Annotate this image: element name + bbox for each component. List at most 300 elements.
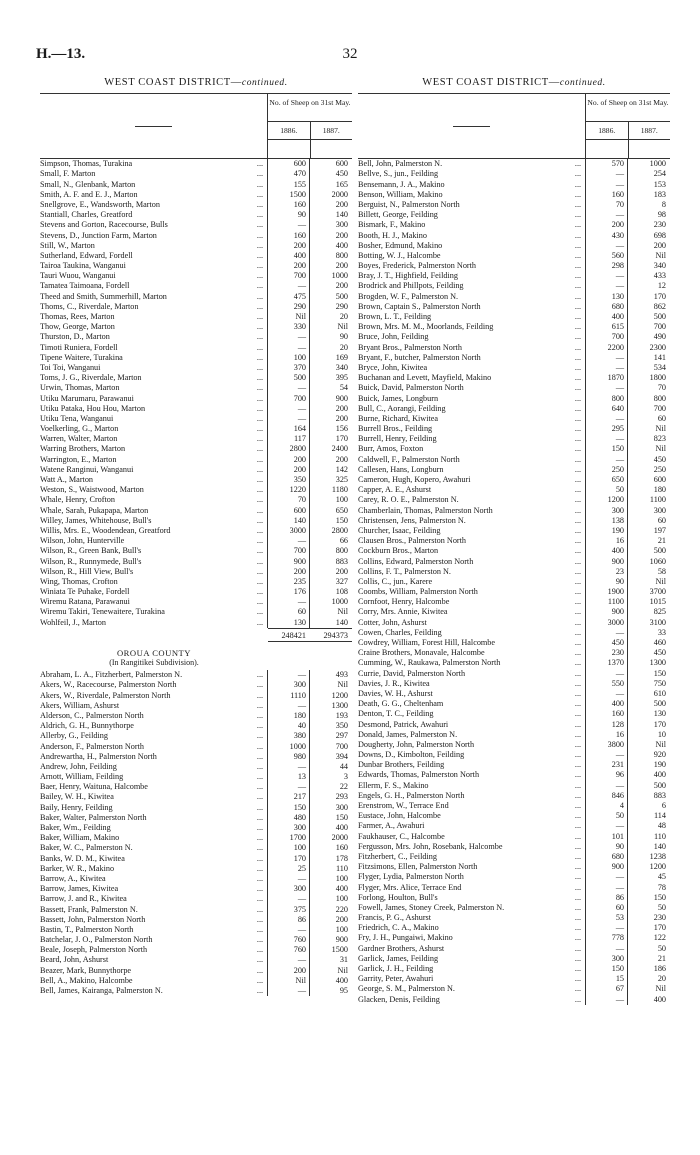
sheep-1886: 900: [611, 862, 624, 872]
sheep-1886: —: [297, 383, 306, 393]
sheep-1887: 170: [335, 434, 348, 444]
sheep-1887: 2300: [649, 342, 666, 352]
left-column: [40, 78, 352, 996]
left-year-1886: 1886.: [268, 122, 311, 139]
table-row: [40, 210, 352, 220]
table-row: [40, 894, 352, 904]
table-row: [40, 383, 352, 393]
leader-dots: ...: [574, 587, 582, 597]
sheep-1887: 862: [653, 301, 666, 311]
sheep-1886: 176: [293, 587, 306, 597]
leader-dots: ...: [256, 782, 264, 792]
leader-dots: ...: [256, 853, 264, 863]
leader-dots: ...: [574, 841, 582, 851]
owner-name: Buick, David, Palmerston North: [358, 383, 464, 393]
owner-name: Brodrick and Phillpots, Feilding: [358, 281, 464, 291]
table-row: [358, 658, 670, 668]
owner-name: Capper, A. E., Ashurst: [358, 485, 432, 495]
sheep-1886: —: [615, 240, 624, 250]
leader-dots: ...: [574, 597, 582, 607]
leader-dots: ...: [574, 281, 582, 291]
owner-name: Wilson, R., Green Bank, Bull's: [40, 546, 142, 556]
sheep-1886: —: [615, 362, 624, 372]
table-row: [358, 852, 670, 862]
sheep-1887: 45: [657, 872, 666, 882]
table-row: [40, 955, 352, 965]
leader-dots: ...: [256, 179, 264, 189]
table-row: [358, 811, 670, 821]
sheep-1887: 8: [661, 199, 666, 209]
right-name-header-dash: [453, 126, 489, 127]
sheep-1886: 2200: [607, 342, 624, 352]
owner-name: Thomas, Rees, Marton: [40, 312, 115, 322]
sheep-1886: —: [615, 994, 624, 1004]
sheep-1887: 200: [335, 403, 348, 413]
sheep-1887: 450: [335, 169, 348, 179]
leader-dots: ...: [256, 454, 264, 464]
table-row: [40, 935, 352, 945]
owner-name: Barrow, J. and R., Kiwitea: [40, 894, 127, 904]
owner-name: Collins, F. T., Palmerston N.: [358, 566, 451, 576]
sheep-1887: 160: [335, 843, 348, 853]
leader-dots: ...: [256, 576, 264, 586]
section-subtitle: (In Rangitikei Subdivision).: [109, 658, 199, 668]
leader-dots: ...: [574, 444, 582, 454]
sheep-1886: 1100: [607, 597, 624, 607]
leader-dots: ...: [574, 169, 582, 179]
sheep-1887: 300: [335, 802, 348, 812]
table-row: [40, 721, 352, 731]
owner-name: Baker, Walter, Palmerston North: [40, 812, 147, 822]
leader-dots: ...: [574, 383, 582, 393]
table-row: [358, 923, 670, 933]
table-row: [358, 974, 670, 984]
table-row: [358, 679, 670, 689]
leader-dots: ...: [256, 220, 264, 230]
leader-dots: ...: [256, 863, 264, 873]
sheep-1887: 350: [335, 721, 348, 731]
sheep-1886: 170: [293, 853, 306, 863]
sheep-1887: 110: [336, 863, 348, 873]
right-column: [358, 78, 670, 1005]
leader-dots: ...: [256, 772, 264, 782]
table-row: [358, 302, 670, 312]
leader-dots: ...: [574, 750, 582, 760]
leader-dots: ...: [574, 790, 582, 800]
table-row: [358, 801, 670, 811]
sheep-1887: 800: [653, 393, 666, 403]
owner-name: Wilson, R., Hill View, Bull's: [40, 566, 134, 576]
leader-dots: ...: [256, 904, 264, 914]
sheep-1887: 493: [335, 670, 348, 680]
sheep-1886: 200: [293, 566, 306, 576]
sheep-1886: 900: [611, 607, 624, 617]
sheep-1887: 100: [335, 495, 348, 505]
table-row: [40, 169, 352, 179]
owner-name: Craine Brothers, Monavale, Halcombe: [358, 648, 485, 658]
sheep-1886: 164: [293, 424, 306, 434]
table-row: [40, 231, 352, 241]
owner-name: Sutherland, Edward, Fordell: [40, 250, 133, 260]
leader-dots: ...: [256, 250, 264, 260]
leader-dots: ...: [574, 230, 582, 240]
leader-dots: ...: [256, 495, 264, 505]
owner-name: Wilson, John, Hunterville: [40, 536, 125, 546]
sheep-1886: —: [297, 670, 306, 680]
sheep-1886: —: [615, 454, 624, 464]
table-row: [358, 699, 670, 709]
owner-name: Stevens and Gorton, Racecourse, Bulls: [40, 220, 168, 230]
sheep-1886: 380: [293, 731, 306, 741]
table-row: [40, 833, 352, 843]
sheep-1887: 1060: [649, 556, 666, 566]
owner-name: Bell, A., Makino, Halcombe: [40, 975, 133, 985]
sheep-1886: 1220: [289, 485, 306, 495]
sheep-1887: 883: [335, 556, 348, 566]
owner-name: Allerby, G., Feilding: [40, 731, 108, 741]
leader-dots: ...: [256, 617, 264, 627]
table-row: [40, 404, 352, 414]
sheep-1886: 700: [293, 546, 306, 556]
owner-name: Weston, S., Waistwood, Marton: [40, 485, 144, 495]
owner-name: Clausen Bros., Palmerston North: [358, 536, 467, 546]
sheep-1886: 900: [293, 556, 306, 566]
table-row: [358, 984, 670, 994]
owner-name: Garrity, Peter, Awahuri: [358, 974, 434, 984]
table-row: [358, 516, 670, 526]
table-row: [358, 638, 670, 648]
leader-dots: ...: [574, 607, 582, 617]
sheep-1887: 250: [653, 464, 666, 474]
sheep-1886: —: [297, 782, 306, 792]
owner-name: Friedrich, C. A., Makino: [358, 923, 439, 933]
sheep-1886: 300: [611, 953, 624, 963]
leader-dots: ...: [574, 403, 582, 413]
sheep-1887: 200: [335, 566, 348, 576]
leader-dots: ...: [574, 964, 582, 974]
table-row: [40, 905, 352, 915]
sheep-1887: 169: [335, 352, 348, 362]
owner-name: Death, G. G., Cheltenham: [358, 699, 444, 709]
sheep-1886: —: [297, 342, 306, 352]
left-table-body-oroua: [40, 670, 352, 996]
right-title-continued: continued.: [559, 78, 606, 88]
sheep-1886: 180: [293, 710, 306, 720]
sheep-1886: 900: [611, 556, 624, 566]
sheep-1886: 650: [611, 475, 624, 485]
sheep-1887: 1015: [649, 597, 666, 607]
sheep-1886: 200: [293, 261, 306, 271]
sheep-1886: 231: [611, 760, 624, 770]
sheep-1886: —: [615, 413, 624, 423]
sheep-1887: 394: [335, 751, 348, 761]
sheep-1886: 470: [293, 169, 306, 179]
owner-name: Baker, Wm., Feilding: [40, 823, 111, 833]
table-row: [358, 648, 670, 658]
table-row: [358, 353, 670, 363]
sheep-1886: 53: [615, 913, 624, 923]
leader-dots: ...: [574, 811, 582, 821]
owner-name: Toms, J. G., Riverdale, Marton: [40, 373, 142, 383]
leader-dots: ...: [256, 475, 264, 485]
owner-name: Cockburn Bros., Marton: [358, 546, 439, 556]
sheep-1887: 823: [653, 434, 666, 444]
table-row: [358, 424, 670, 434]
sheep-1887: Nil: [655, 424, 666, 434]
leader-dots: ...: [574, 475, 582, 485]
right-year-1887: 1887.: [640, 126, 658, 136]
leader-dots: ...: [574, 342, 582, 352]
leader-dots: ...: [574, 780, 582, 790]
sheep-1887: Nil: [337, 607, 348, 617]
owner-name: Corry, Mrs. Annie, Kiwitea: [358, 607, 448, 617]
owner-name: Berguist, N., Palmerston North: [358, 199, 460, 209]
table-row: [358, 883, 670, 893]
sheep-1886: 400: [611, 699, 624, 709]
owner-name: Stantiall, Charles, Greatford: [40, 210, 133, 220]
sheep-1886: —: [615, 627, 624, 637]
owner-name: Garlick, J. H., Feilding: [358, 964, 434, 974]
sheep-1887: 31: [339, 955, 348, 965]
table-row: [40, 762, 352, 772]
owner-name: Collins, Edward, Palmerston North: [358, 556, 474, 566]
leader-dots: ...: [574, 576, 582, 586]
owner-name: Baily, Henry, Feilding: [40, 802, 113, 812]
page-number: 32: [342, 46, 358, 62]
sheep-1886: 370: [293, 362, 306, 372]
leader-dots: ...: [256, 721, 264, 731]
right-title-text: WEST COAST DISTRICT—: [422, 77, 560, 88]
sheep-1886: 680: [611, 851, 624, 861]
table-row: [358, 750, 670, 760]
sheep-1887: 290: [335, 301, 348, 311]
sheep-1886: 700: [293, 393, 306, 403]
leader-dots: ...: [256, 802, 264, 812]
sheep-1887: 100: [335, 873, 348, 883]
page-header: [36, 46, 664, 68]
leader-dots: ...: [256, 986, 264, 996]
table-row: [358, 862, 670, 872]
sheep-1886: —: [297, 894, 306, 904]
sheep-1887: 78: [657, 882, 666, 892]
owner-name: Dougherty, John, Palmerston North: [358, 739, 475, 749]
table-row: [358, 281, 670, 291]
sheep-1886: —: [297, 761, 306, 771]
owner-name: Wilson, R., Runnymede, Bull's: [40, 556, 142, 566]
sheep-1886: —: [615, 750, 624, 760]
owner-name: Booth, H. J., Makino: [358, 230, 427, 240]
sheep-1887: 180: [653, 485, 666, 495]
leader-dots: ...: [256, 751, 264, 761]
owner-name: Timoti Runiera, Fordell: [40, 342, 118, 352]
sheep-1886: 230: [611, 648, 624, 658]
leader-dots: ...: [256, 485, 264, 495]
sheep-1886: 980: [293, 751, 306, 761]
owner-name: Bassett, Frank, Palmerston N.: [40, 904, 138, 914]
right-year-1886: 1886.: [586, 122, 629, 139]
table-row: [358, 842, 670, 852]
owner-name: Wiremu Takiri, Tenewaitere, Turakina: [40, 607, 165, 617]
sheep-1887: Nil: [337, 680, 348, 690]
sheep-1887: 66: [339, 536, 348, 546]
owner-name: Willey, James, Whitehouse, Bull's: [40, 515, 152, 525]
owner-name: Burr, Amos, Foxton: [358, 444, 424, 454]
leader-dots: ...: [256, 894, 264, 904]
left-year-1887: 1887.: [322, 126, 340, 136]
sheep-1886: —: [615, 872, 624, 882]
leader-dots: ...: [574, 678, 582, 688]
owner-name: Warren, Walter, Marton: [40, 434, 118, 444]
leader-dots: ...: [256, 884, 264, 894]
sheep-1886: —: [297, 281, 306, 291]
sheep-1886: 3000: [607, 617, 624, 627]
sheep-1886: 480: [293, 812, 306, 822]
sheep-1886: 160: [611, 709, 624, 719]
sheep-1886: 300: [611, 505, 624, 515]
sheep-1886: —: [615, 383, 624, 393]
sheep-1887: 44: [339, 761, 348, 771]
leader-dots: ...: [256, 444, 264, 454]
table-row: [358, 485, 670, 495]
sheep-1887: 95: [339, 986, 348, 996]
table-row: [358, 322, 670, 332]
owner-name: Utiku Pataka, Hou Hou, Marton: [40, 403, 146, 413]
owner-name: Barrow, James, Kiwitea: [40, 884, 119, 894]
table-row: [40, 567, 352, 577]
owner-name: Beard, John, Ashurst: [40, 955, 109, 965]
table-row: [358, 169, 670, 179]
table-row: [40, 495, 352, 505]
sheep-1886: 3800: [607, 739, 624, 749]
sheep-1887: Nil: [655, 250, 666, 260]
owner-name: Thoms, C., Riverdale, Marton: [40, 301, 139, 311]
table-row: [358, 720, 670, 730]
left-table-header: [40, 94, 352, 159]
owner-name: Fowell, James, Stoney Creek, Palmerston N.: [358, 902, 505, 912]
sheep-1887: 500: [653, 780, 666, 790]
right-header-blank: [586, 140, 670, 158]
sheep-1887: 114: [654, 811, 666, 821]
sheep-1886: —: [615, 210, 624, 220]
sheep-1886: 200: [293, 454, 306, 464]
sheep-1886: —: [297, 403, 306, 413]
owner-name: Eustace, John, Halcombe: [358, 811, 441, 821]
leader-dots: ...: [256, 566, 264, 576]
sheep-1887: 900: [335, 393, 348, 403]
owner-name: Bryant Bros., Palmerston North: [358, 342, 462, 352]
sheep-1886: 375: [293, 904, 306, 914]
sheep-1887: 150: [653, 892, 666, 902]
owner-name: Buchanan and Levett, Mayfield, Makino: [358, 373, 492, 383]
owner-name: Billett, George, Feilding: [358, 210, 438, 220]
sheep-1886: —: [615, 668, 624, 678]
sheep-1887: 500: [653, 699, 666, 709]
leader-dots: ...: [574, 902, 582, 912]
sheep-1886: 160: [293, 230, 306, 240]
owner-name: Francis, P. G., Ashurst: [358, 913, 432, 923]
leader-dots: ...: [256, 281, 264, 291]
sheep-1887: 340: [335, 362, 348, 372]
owner-name: Flyger, Lydia, Palmerston North: [358, 872, 464, 882]
sheep-1887: 142: [335, 464, 348, 474]
leader-dots: ...: [256, 955, 264, 965]
leader-dots: ...: [574, 291, 582, 301]
table-row: [358, 343, 670, 353]
table-row: [358, 689, 670, 699]
sheep-1886: 475: [293, 291, 306, 301]
sheep-1886: 15: [615, 974, 624, 984]
table-row: [358, 332, 670, 342]
owner-name: Urwin, Thomas, Marton: [40, 383, 120, 393]
sheep-1887: 170: [653, 923, 666, 933]
sheep-1886: 1200: [607, 495, 624, 505]
owner-name: Fergusson, Mrs. John, Rosebank, Halcombe: [358, 841, 503, 851]
owner-name: Aldrich, G. H., Bunnythorpe: [40, 721, 134, 731]
owner-name: Botting, W. J., Halcombe: [358, 250, 441, 260]
leader-dots: ...: [574, 638, 582, 648]
sheep-1887: 1000: [649, 159, 666, 169]
table-row: [40, 190, 352, 200]
sheep-1886: 450: [611, 638, 624, 648]
leader-dots: ...: [256, 271, 264, 281]
sheep-1886: 155: [293, 179, 306, 189]
leader-dots: ...: [574, 566, 582, 576]
sheep-1886: —: [615, 179, 624, 189]
sheep-1887: 1300: [649, 658, 666, 668]
sheep-1886: 846: [611, 790, 624, 800]
sheep-1887: 1200: [649, 862, 666, 872]
leader-dots: ...: [574, 189, 582, 199]
leader-dots: ...: [256, 731, 264, 741]
sheep-1886: 778: [611, 933, 624, 943]
sheep-1887: 170: [653, 291, 666, 301]
owner-name: Glacken, Denis, Feilding: [358, 994, 440, 1004]
table-row: [358, 159, 670, 169]
leader-dots: ...: [574, 312, 582, 322]
leader-dots: ...: [256, 670, 264, 680]
sheep-1887: 140: [335, 617, 348, 627]
sheep-1887: 300: [653, 505, 666, 515]
sheep-1886: 70: [615, 199, 624, 209]
table-row: [40, 680, 352, 690]
leader-dots: ...: [256, 342, 264, 352]
sheep-1886: —: [297, 536, 306, 546]
sheep-1886: 500: [293, 373, 306, 383]
owner-name: Bosher, Edmund, Makino: [358, 240, 443, 250]
table-row: [40, 312, 352, 322]
leader-dots: ...: [256, 403, 264, 413]
sheep-1886: 295: [611, 424, 624, 434]
owner-name: Warrington, E., Marton: [40, 454, 117, 464]
sheep-1886: 290: [293, 301, 306, 311]
leader-dots: ...: [574, 210, 582, 220]
right-sheep-header: No. of Sheep on 31st May.: [586, 94, 670, 122]
total-1886: 248421: [268, 628, 310, 642]
owner-name: Tamatea Taimoana, Fordell: [40, 281, 130, 291]
leader-dots: ...: [256, 710, 264, 720]
leader-dots: ...: [574, 648, 582, 658]
sheep-1887: 100: [335, 924, 348, 934]
sheep-1886: 298: [611, 261, 624, 271]
leader-dots: ...: [256, 424, 264, 434]
right-column-title: [358, 78, 670, 88]
sheep-1887: 700: [653, 322, 666, 332]
sheep-1887: 230: [653, 220, 666, 230]
leader-dots: ...: [256, 873, 264, 883]
sheep-1886: 150: [611, 444, 624, 454]
owner-name: Donald, James, Palmerston N.: [358, 729, 458, 739]
sheep-1886: —: [615, 780, 624, 790]
